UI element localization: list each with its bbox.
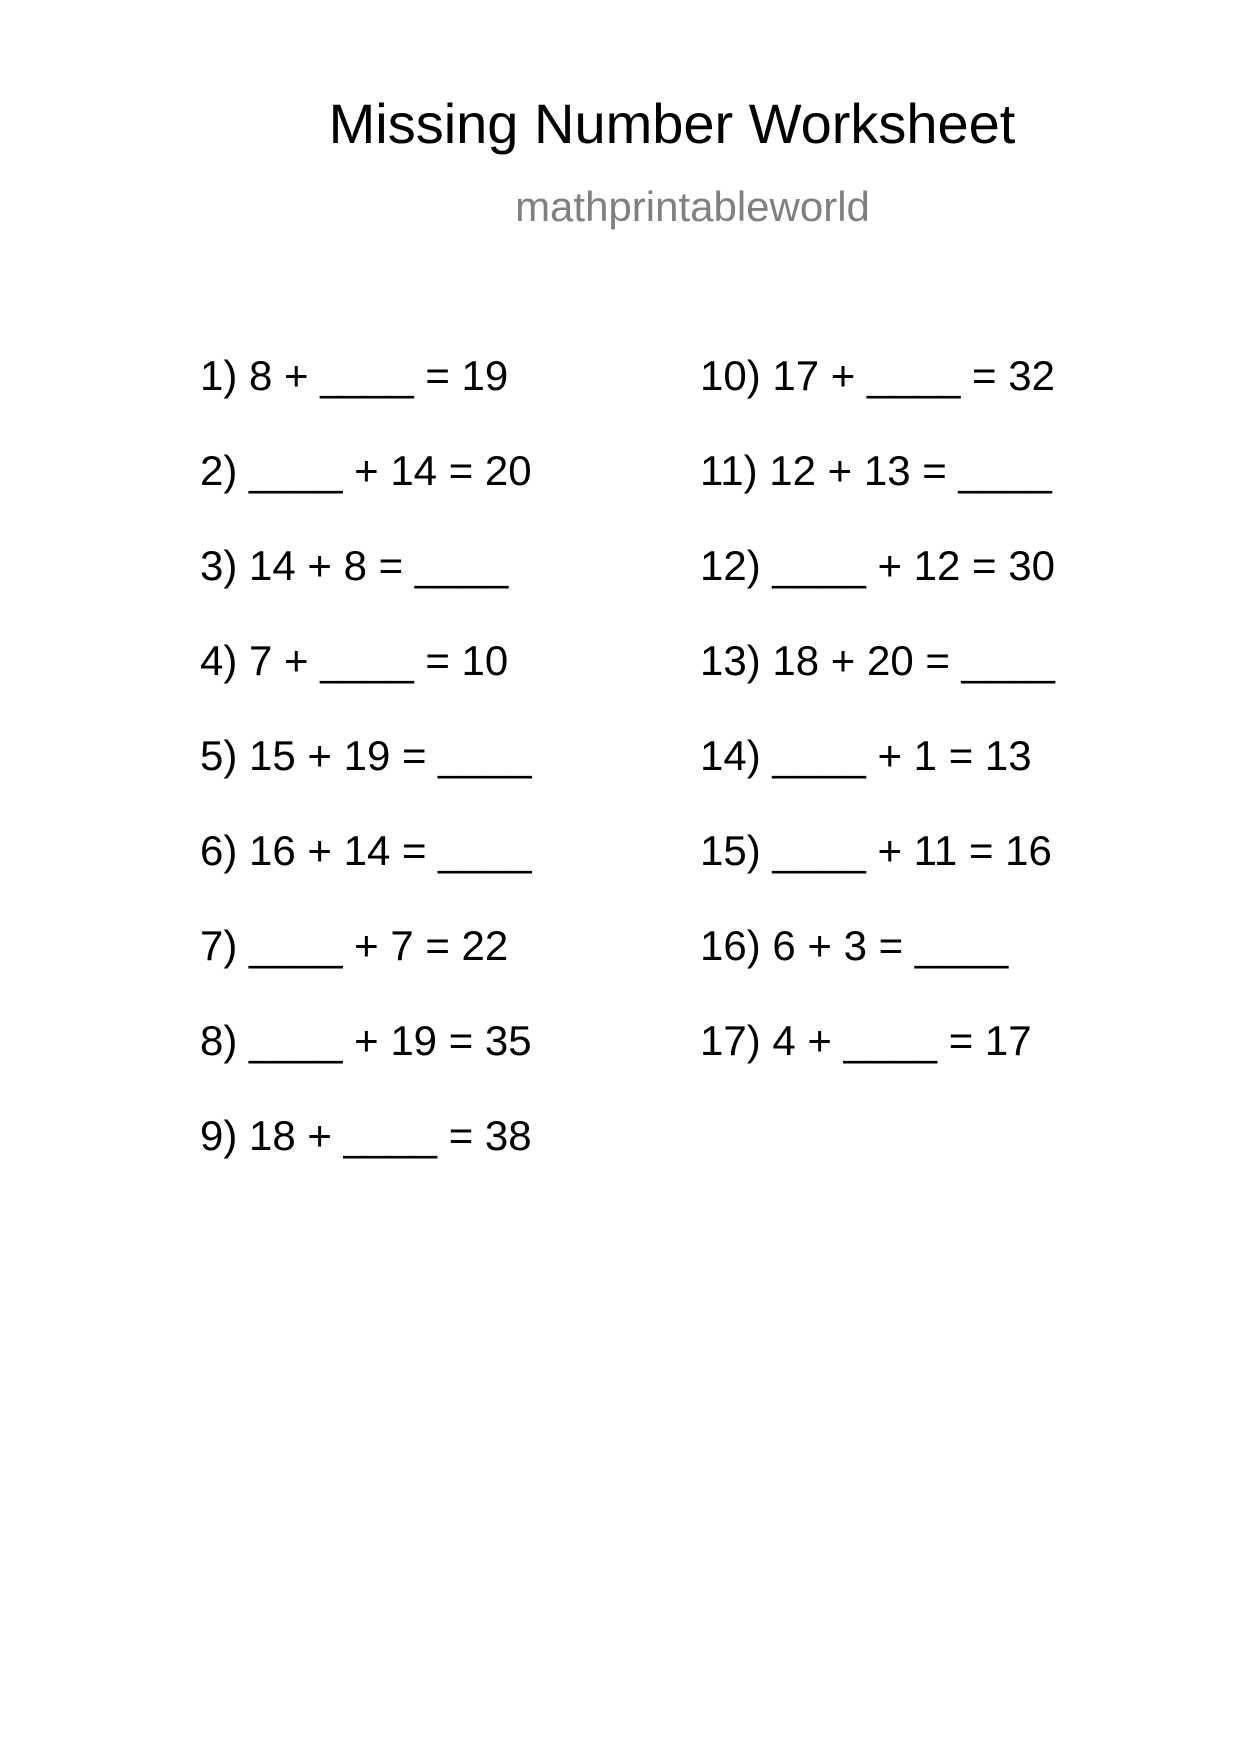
problem-16: 16) 6 + 3 = ____ <box>700 922 1009 969</box>
problem-2: 2) ____ + 14 = 20 <box>200 447 532 494</box>
problem-5: 5) 15 + 19 = ____ <box>200 732 532 779</box>
problem-1: 1) 8 + ____ = 19 <box>200 352 509 399</box>
problems-right-column <box>700 352 1055 1115</box>
problem-17: 17) 4 + ____ = 17 <box>700 1017 1032 1064</box>
problem-9: 9) 18 + ____ = 38 <box>200 1112 532 1159</box>
problem-14: 14) ____ + 1 = 13 <box>700 732 1032 779</box>
problems-left-column <box>200 352 532 1210</box>
problem-15: 15) ____ + 11 = 16 <box>700 827 1052 874</box>
worksheet-title: Missing Number Worksheet <box>328 92 1016 155</box>
problem-4: 4) 7 + ____ = 10 <box>200 637 509 684</box>
problem-13: 13) 18 + 20 = ____ <box>700 637 1055 684</box>
problem-11: 11) 12 + 13 = ____ <box>700 447 1052 494</box>
problem-12: 12) ____ + 12 = 30 <box>700 542 1055 589</box>
problem-3: 3) 14 + 8 = ____ <box>200 542 509 589</box>
worksheet-subtitle: mathprintableworld <box>515 183 870 230</box>
problem-6: 6) 16 + 14 = ____ <box>200 827 532 874</box>
problem-8: 8) ____ + 19 = 35 <box>200 1017 532 1064</box>
problem-10: 10) 17 + ____ = 32 <box>700 352 1055 399</box>
problem-7: 7) ____ + 7 = 22 <box>200 922 509 969</box>
